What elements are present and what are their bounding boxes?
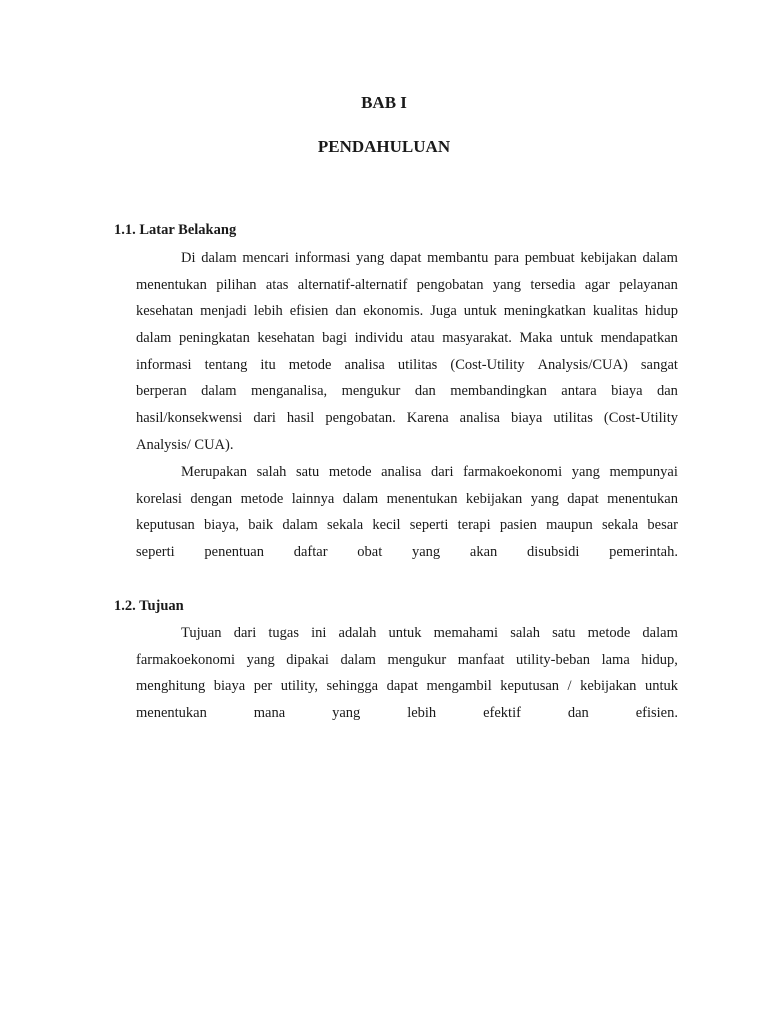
word: efektif: [483, 705, 521, 722]
word: maupun: [546, 517, 593, 534]
word: dan: [335, 303, 357, 320]
word: menghitung: [136, 678, 206, 695]
word: dalam: [201, 250, 237, 266]
word: kebijakan: [465, 490, 523, 507]
word: tentang: [204, 356, 248, 373]
word: biaya,: [203, 517, 240, 534]
word: ini: [311, 625, 327, 641]
paragraph-line: [136, 486, 678, 513]
word: kesehatan: [136, 303, 194, 320]
word: adalah: [338, 625, 377, 641]
word: yang: [332, 705, 361, 722]
word: pasien: [499, 517, 537, 534]
word: atau: [410, 330, 435, 347]
word: yang: [530, 490, 559, 507]
paragraph-line: [136, 512, 678, 539]
word: metode: [328, 464, 372, 480]
word: sehingga: [326, 678, 379, 695]
word: peningkatan: [178, 330, 250, 347]
word: hidup,: [641, 651, 678, 668]
word: alternatif-alternatif: [297, 276, 408, 293]
word: efisien: [289, 303, 329, 320]
word: dapat: [567, 490, 599, 507]
word: atas: [265, 276, 289, 293]
paragraph-line: [136, 272, 678, 299]
word: hasil/konsekwensi: [136, 410, 243, 427]
word: per: [253, 678, 273, 695]
word: keputusan: [136, 517, 195, 534]
paragraph-line: [136, 539, 678, 566]
word: individu: [354, 330, 403, 347]
word: antara: [561, 383, 597, 400]
word: biaya: [611, 383, 643, 400]
word: mencari: [242, 250, 290, 266]
word: metode: [587, 625, 631, 641]
word: efisien.: [635, 705, 678, 722]
word: dari: [430, 464, 454, 480]
word: memahami: [433, 625, 499, 641]
paragraph-line: [136, 245, 678, 272]
word: dapat: [386, 678, 418, 695]
paragraph-tujuan: [136, 620, 678, 727]
word: daftar: [293, 544, 328, 561]
word: sekala: [601, 517, 639, 534]
section-heading-latar-belakang: 1.1. Latar Belakang: [114, 222, 237, 238]
word: Maka: [519, 330, 553, 347]
word: dari: [233, 625, 257, 641]
word: utility,: [280, 678, 319, 695]
word: kebijakan: [580, 250, 637, 266]
word: utilitas: [397, 356, 438, 373]
paragraph-line: [136, 647, 678, 674]
word: para: [494, 250, 520, 266]
word: kesehatan: [257, 330, 315, 347]
paragraph-latar-belakang-1: [136, 245, 678, 459]
word: baik: [248, 517, 274, 534]
word: seperti: [409, 517, 449, 534]
paragraph-line: [136, 298, 678, 325]
word: penentuan: [204, 544, 264, 561]
word: membantu: [427, 250, 489, 266]
word: lainnya: [291, 490, 335, 507]
word: dalam: [282, 517, 318, 534]
word: kebijakan: [580, 678, 637, 695]
word: akan: [469, 544, 498, 561]
word: meningkatkan: [503, 303, 586, 320]
word: bagi: [322, 330, 348, 347]
word: dalam: [642, 250, 678, 266]
word: sekala: [326, 517, 364, 534]
word: hidup: [644, 303, 678, 320]
word: hasil: [286, 410, 315, 427]
word: Merupakan: [181, 464, 248, 480]
word: informasi: [294, 250, 351, 266]
word: menentukan: [386, 490, 458, 507]
word: dalam: [342, 490, 379, 507]
word: dalam: [340, 651, 376, 668]
paragraph-line: [136, 352, 678, 379]
word: yang: [571, 464, 600, 480]
paragraph-line: [136, 405, 678, 432]
word: analisa: [381, 464, 422, 480]
word: untuk: [560, 330, 594, 347]
word: untuk: [644, 678, 678, 695]
word: mengambil: [426, 678, 492, 695]
word: Analysis/CUA): [537, 356, 628, 373]
word: analisa: [459, 410, 500, 427]
word: kualitas: [592, 303, 638, 320]
word: sangat: [640, 356, 678, 373]
word: menentukan: [136, 705, 207, 722]
word: Karena: [406, 410, 449, 427]
word: salah: [256, 464, 287, 480]
word: manfaat: [457, 651, 505, 668]
word: dapat: [390, 250, 422, 266]
word: Tujuan: [181, 625, 222, 641]
word: dengan: [190, 490, 233, 507]
word: tersedia: [530, 276, 576, 293]
word: yang: [246, 651, 275, 668]
word: farmakoekonomi: [463, 464, 563, 480]
word: analisa: [344, 356, 385, 373]
word: /: [567, 678, 572, 695]
paragraph-line: [136, 673, 678, 700]
word: pelayanan: [619, 276, 678, 293]
word: disubsidi: [527, 544, 580, 561]
word: farmakoekonomi: [136, 651, 236, 668]
word: pemerintah.: [609, 544, 678, 561]
paragraph-line: Analysis/ CUA).: [136, 436, 234, 453]
word: tugas: [268, 625, 299, 641]
word: menjadi: [200, 303, 247, 320]
word: dalam: [136, 330, 172, 347]
paragraph-line: [136, 700, 678, 727]
word: utilitas: [553, 410, 593, 427]
word: dipakai: [286, 651, 329, 668]
word: berperan: [136, 383, 187, 400]
word: besar: [647, 517, 678, 534]
word: yang: [411, 544, 441, 561]
chapter-label: BAB I: [361, 93, 407, 112]
word: agar: [584, 276, 610, 293]
word: obat: [357, 544, 383, 561]
word: utility-beban: [515, 651, 591, 668]
word: itu: [260, 356, 276, 373]
word: yang: [356, 250, 385, 266]
word: seperti: [136, 544, 175, 561]
word: lebih: [407, 705, 437, 722]
word: Juga: [430, 303, 457, 320]
paragraph-latar-belakang-2: [136, 459, 678, 566]
word: menentukan: [607, 490, 678, 507]
paragraph-line: [136, 325, 678, 352]
word: kecil: [372, 517, 401, 534]
word: dan: [414, 383, 436, 400]
word: pilihan: [216, 276, 257, 293]
word: lebih: [253, 303, 283, 320]
word: yang: [492, 276, 522, 293]
word: salah: [510, 625, 540, 641]
word: membandingkan: [450, 383, 547, 400]
word: mempunyai: [609, 464, 678, 480]
word: dalam: [201, 383, 237, 400]
word: metode: [288, 356, 332, 373]
paragraph-line: [136, 620, 678, 647]
word: satu: [295, 464, 320, 480]
word: keputusan: [500, 678, 560, 695]
section-heading-tujuan: 1.2. Tujuan: [114, 598, 184, 614]
word: ekonomis.: [363, 303, 424, 320]
word: mengukur: [387, 651, 447, 668]
word: metode: [240, 490, 284, 507]
word: masyarakat.: [442, 330, 512, 347]
paragraph-line: [136, 378, 678, 405]
word: dalam: [642, 625, 678, 641]
word: biaya: [213, 678, 246, 695]
word: pembuat: [524, 250, 575, 266]
word: untuk: [463, 303, 497, 320]
paragraph-line: [136, 459, 678, 486]
word: (Cost-Utility: [450, 356, 525, 373]
word: untuk: [388, 625, 422, 641]
word: (Cost-Utility: [603, 410, 678, 427]
word: mana: [253, 705, 286, 722]
word: informasi: [136, 356, 192, 373]
word: terapi: [457, 517, 491, 534]
word: satu: [552, 625, 576, 641]
word: dan: [567, 705, 589, 722]
word: menentukan: [136, 276, 207, 293]
word: dan: [656, 383, 678, 400]
word: lama: [601, 651, 630, 668]
word: dari: [253, 410, 276, 427]
word: menganalisa,: [251, 383, 328, 400]
word: korelasi: [136, 490, 182, 507]
word: pengobatan: [416, 276, 484, 293]
word: mengukur: [341, 383, 401, 400]
word: biaya: [510, 410, 543, 427]
chapter-title: PENDAHULUAN: [317, 137, 451, 156]
word: pengobatan.: [325, 410, 396, 427]
word: Di: [181, 250, 196, 266]
word: mendapatkan: [600, 330, 678, 347]
